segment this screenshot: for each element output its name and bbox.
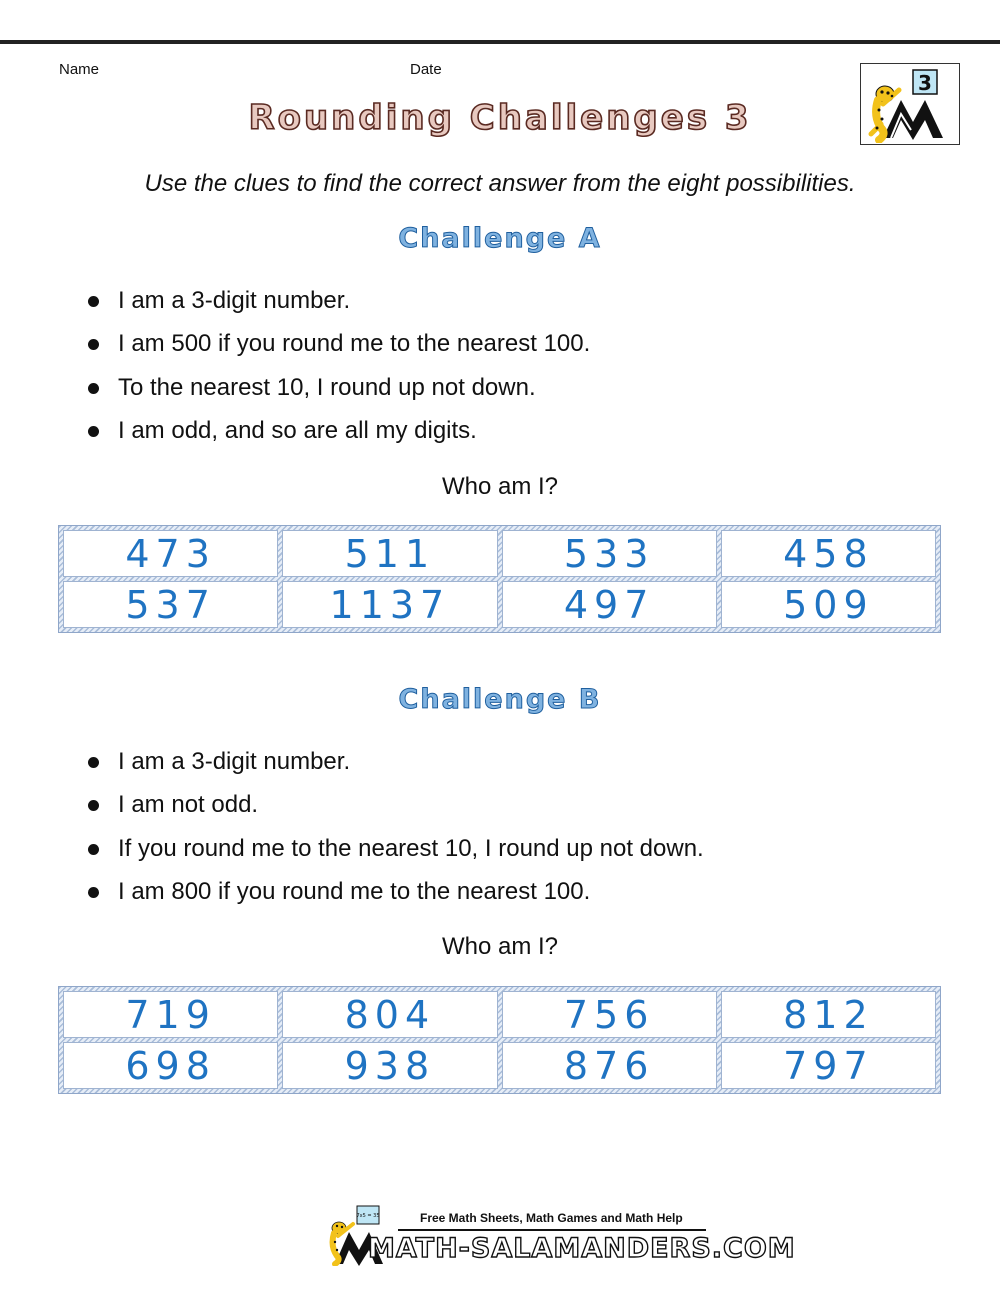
name-label: Name bbox=[59, 61, 100, 78]
grade-badge: 3 bbox=[918, 71, 932, 95]
list-item bbox=[88, 833, 704, 876]
bullet-icon bbox=[88, 800, 99, 811]
answer-option[interactable]: 458 bbox=[721, 530, 936, 577]
answer-option[interactable]: 698 bbox=[63, 1042, 278, 1089]
clue-text: I am 800 if you round me to the nearest 100. bbox=[118, 877, 591, 905]
bullet-icon bbox=[88, 339, 99, 350]
challenge-a-question: Who am I? bbox=[441, 473, 559, 500]
challenge-b-clues bbox=[88, 746, 704, 919]
list-item bbox=[88, 876, 704, 919]
clue-text: I am not odd. bbox=[118, 791, 259, 819]
challenge-a-answer-grid bbox=[58, 525, 941, 633]
bullet-icon bbox=[88, 383, 99, 394]
answer-option[interactable]: 812 bbox=[721, 991, 936, 1038]
list-item bbox=[88, 285, 590, 328]
answer-option[interactable]: 473 bbox=[63, 530, 278, 577]
page-title: Rounding Challenges 3 bbox=[248, 98, 752, 138]
answer-option[interactable]: 876 bbox=[502, 1042, 717, 1089]
answer-option[interactable]: 804 bbox=[282, 991, 497, 1038]
clue-text: I am a 3-digit number. bbox=[118, 748, 351, 775]
instructions: Use the clues to find the correct answer from the eight possibilities. bbox=[144, 170, 856, 197]
answer-option[interactable]: 1137 bbox=[282, 581, 497, 628]
list-item bbox=[88, 746, 704, 789]
bullet-icon bbox=[88, 887, 99, 898]
clue-text: I am odd, and so are all my digits. bbox=[118, 416, 477, 444]
footer-tagline: Free Math Sheets, Math Games and Math Help bbox=[420, 1211, 683, 1225]
answer-option[interactable]: 938 bbox=[282, 1042, 497, 1089]
bullet-icon bbox=[88, 844, 99, 855]
answer-option[interactable]: 756 bbox=[502, 991, 717, 1038]
top-rule bbox=[0, 40, 1000, 44]
bullet-icon bbox=[88, 757, 99, 768]
challenge-a-heading: Challenge A bbox=[398, 223, 602, 254]
answer-option[interactable]: 719 bbox=[63, 991, 278, 1038]
list-item bbox=[88, 372, 590, 415]
answer-option[interactable]: 511 bbox=[282, 530, 497, 577]
challenge-b-answer-grid bbox=[58, 986, 941, 1094]
clue-text: To the nearest 10, I round up not down. bbox=[118, 373, 536, 401]
answer-option[interactable]: 533 bbox=[502, 530, 717, 577]
answer-option[interactable]: 497 bbox=[502, 581, 717, 628]
clue-text: I am a 3-digit number. bbox=[118, 287, 351, 314]
list-item bbox=[88, 328, 590, 371]
bullet-icon bbox=[88, 426, 99, 437]
clue-text: If you round me to the nearest 10, I round up not down. bbox=[118, 834, 704, 862]
answer-option[interactable]: 537 bbox=[63, 581, 278, 628]
list-item bbox=[88, 415, 590, 458]
clue-text: I am 500 if you round me to the nearest 100. bbox=[118, 330, 591, 358]
challenge-a-clues bbox=[88, 285, 590, 458]
footer-rule bbox=[398, 1229, 706, 1231]
challenge-b-heading: Challenge B bbox=[398, 684, 602, 715]
bullet-icon bbox=[88, 296, 99, 307]
challenge-b-question: Who am I? bbox=[441, 933, 559, 960]
answer-option[interactable]: 509 bbox=[721, 581, 936, 628]
footer-site-name: MATH-SALAMANDERS.COM bbox=[368, 1233, 796, 1264]
list-item bbox=[88, 789, 704, 832]
date-label: Date bbox=[410, 61, 442, 78]
footer-logo-sign: 7x5 = 35 bbox=[356, 1213, 380, 1219]
answer-option[interactable]: 797 bbox=[721, 1042, 936, 1089]
